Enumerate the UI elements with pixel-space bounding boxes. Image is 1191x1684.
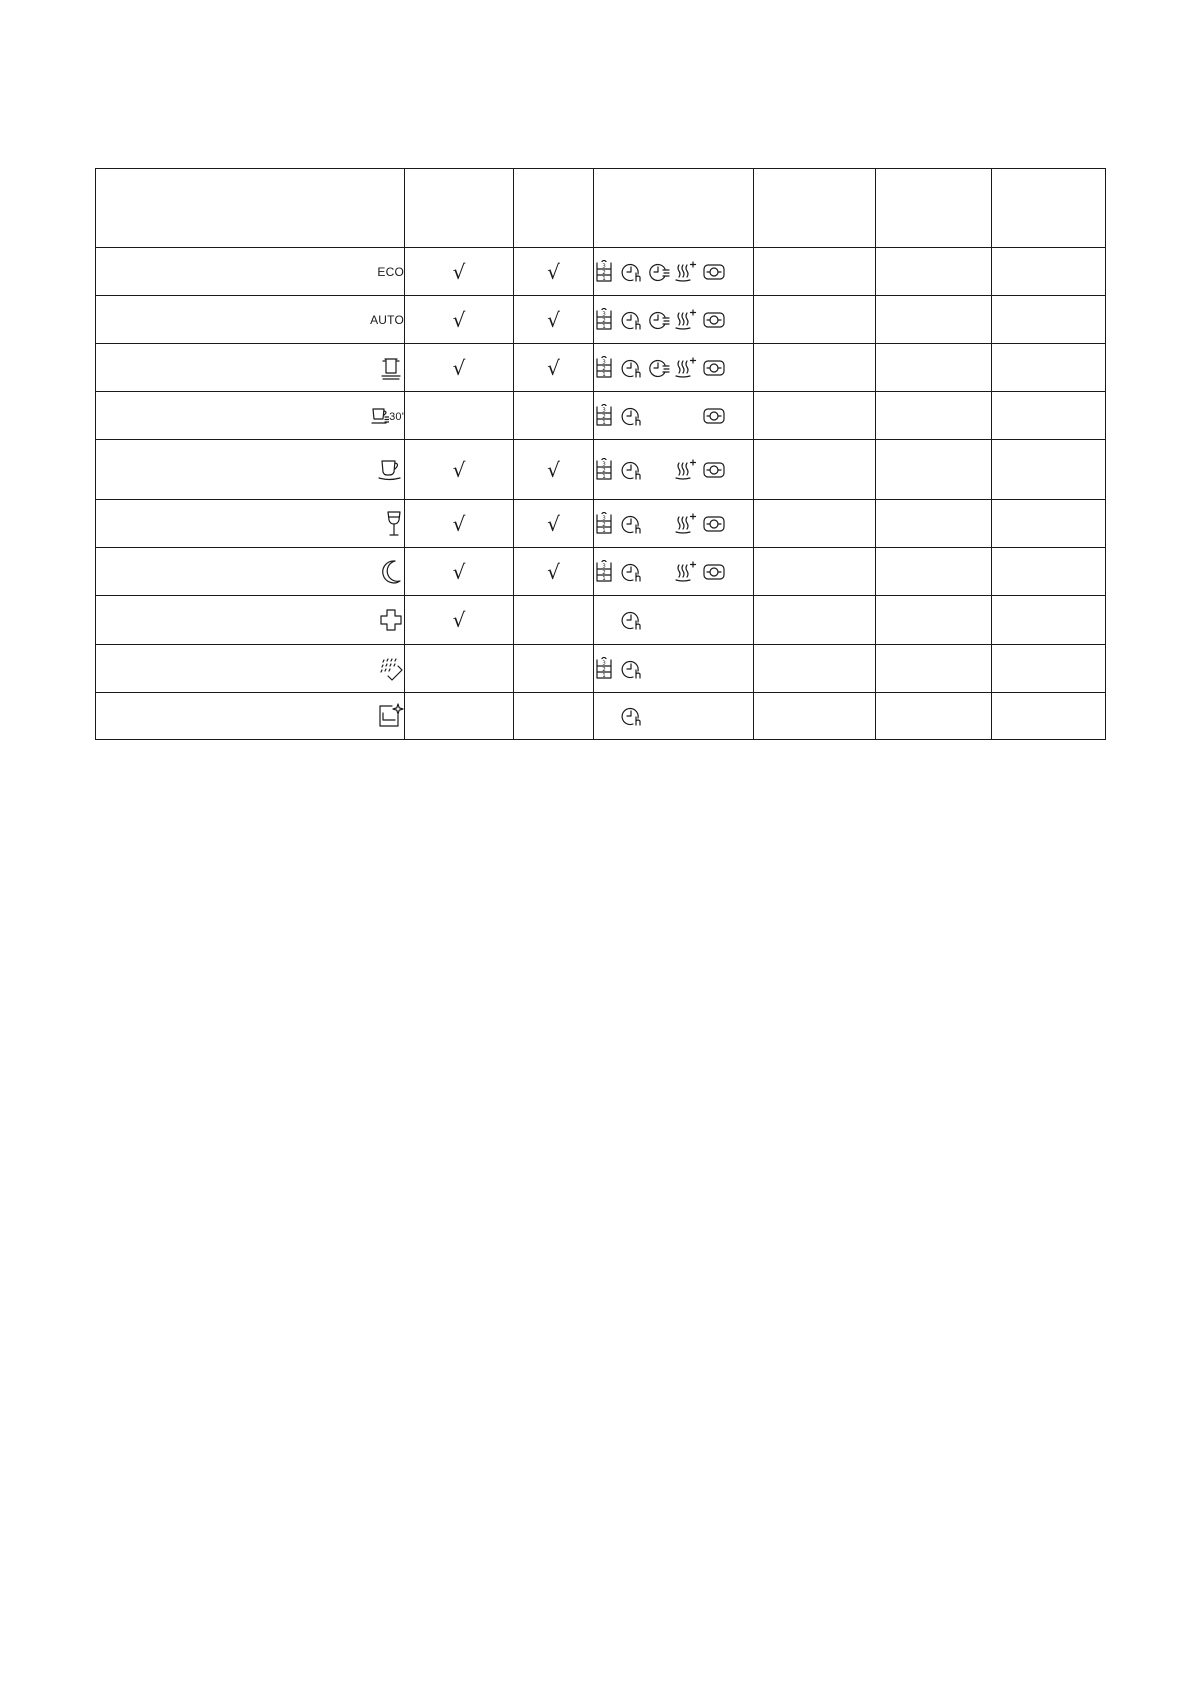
- quick-30-icon: [371, 407, 389, 424]
- options-cell: [594, 344, 754, 392]
- check-cell-2: √: [514, 296, 594, 344]
- svg-text:3: 3: [602, 263, 606, 270]
- delay-start-icon: [621, 608, 648, 632]
- svg-text:2: 2: [602, 521, 606, 528]
- empty-cell-6: [992, 440, 1106, 500]
- program-cell: [96, 392, 405, 440]
- rinse-spray-icon: [378, 660, 404, 677]
- svg-text:2: 2: [602, 413, 606, 420]
- empty-cell-5: [876, 596, 992, 645]
- program-cell: [96, 296, 405, 344]
- svg-text:1: 1: [602, 527, 606, 534]
- table-row: [96, 392, 1106, 440]
- check-cell-1: [405, 693, 514, 740]
- svg-text:2: 2: [602, 317, 606, 324]
- empty-slot: [648, 657, 675, 681]
- header-cell-program: [96, 169, 405, 248]
- svg-text:1: 1: [602, 275, 606, 282]
- svg-text:1: 1: [602, 323, 606, 330]
- options-cell: [594, 440, 754, 500]
- options-cell: [594, 392, 754, 440]
- multilevel-icon: [594, 308, 621, 332]
- check-cell-1: √: [405, 296, 514, 344]
- empty-cell-4: [754, 392, 876, 440]
- delay-start-icon: [621, 458, 648, 482]
- table-row: [96, 693, 1106, 740]
- delay-start-icon: [621, 308, 648, 332]
- multilevel-icon: [594, 512, 621, 536]
- check-cell-2: [514, 596, 594, 645]
- check-cell-1: [405, 645, 514, 693]
- program-options-table: [95, 168, 1106, 740]
- multilevel-icon: [594, 458, 621, 482]
- empty-cell-5: [876, 693, 992, 740]
- extra-dry-icon: [675, 356, 702, 380]
- empty-cell-5: [876, 645, 992, 693]
- delay-start-icon: [621, 512, 648, 536]
- moon-icon: [382, 563, 404, 580]
- check-cell-2: [514, 645, 594, 693]
- empty-cell-5: [876, 248, 992, 296]
- check-cell-1: √: [405, 500, 514, 548]
- table-row: [96, 248, 1106, 296]
- empty-slot: [675, 704, 702, 728]
- empty-slot: [648, 458, 675, 482]
- table-row: [96, 645, 1106, 693]
- check-cell-1: [405, 392, 514, 440]
- timesaver-icon: [648, 356, 675, 380]
- check-cell-2: √: [514, 344, 594, 392]
- empty-slot: [702, 657, 729, 681]
- options-cell: [594, 645, 754, 693]
- multilevel-icon: [594, 560, 621, 584]
- header-cell-2: [514, 169, 594, 248]
- table-header-row: [96, 169, 1106, 248]
- header-cell-options: [594, 169, 754, 248]
- empty-cell-6: [992, 344, 1106, 392]
- empty-cell-6: [992, 596, 1106, 645]
- svg-text:1: 1: [602, 419, 606, 426]
- empty-cell-5: [876, 500, 992, 548]
- empty-cell-6: [992, 248, 1106, 296]
- empty-slot: [648, 608, 675, 632]
- check-cell-1: √: [405, 248, 514, 296]
- program-cell: [96, 693, 405, 740]
- extra-dry-icon: [675, 308, 702, 332]
- svg-text:1: 1: [602, 672, 606, 679]
- check-cell-2: √: [514, 248, 594, 296]
- hygiene-cross-icon: [378, 611, 404, 628]
- program-label: AUTO: [370, 312, 404, 327]
- multilevel-icon: [594, 404, 621, 428]
- svg-text:2: 2: [602, 467, 606, 474]
- table-row: [96, 344, 1106, 392]
- empty-cell-5: [876, 344, 992, 392]
- empty-slot: [648, 404, 675, 428]
- empty-cell-4: [754, 344, 876, 392]
- extra-hygiene-icon: [702, 308, 729, 332]
- program-cell: [96, 344, 405, 392]
- program-cell: [96, 440, 405, 500]
- empty-cell-4: [754, 645, 876, 693]
- extra-dry-icon: [675, 560, 702, 584]
- program-cell: [96, 645, 405, 693]
- svg-text:3: 3: [602, 311, 606, 318]
- program-label: ECO: [377, 264, 404, 279]
- check-cell-2: [514, 392, 594, 440]
- extra-hygiene-icon: [702, 560, 729, 584]
- svg-text:1: 1: [602, 371, 606, 378]
- extra-dry-icon: [675, 512, 702, 536]
- svg-text:3: 3: [602, 515, 606, 522]
- extra-hygiene-icon: [702, 512, 729, 536]
- header-cell-5: [876, 169, 992, 248]
- empty-slot: [648, 560, 675, 584]
- multilevel-icon: [594, 260, 621, 284]
- multilevel-icon: [594, 657, 621, 681]
- empty-cell-6: [992, 645, 1106, 693]
- check-cell-1: √: [405, 440, 514, 500]
- empty-slot: [675, 404, 702, 428]
- program-cell: [96, 596, 405, 645]
- check-cell-2: √: [514, 500, 594, 548]
- options-cell: [594, 296, 754, 344]
- empty-cell-5: [876, 440, 992, 500]
- check-cell-1: √: [405, 344, 514, 392]
- delay-start-icon: [621, 260, 648, 284]
- options-cell: [594, 548, 754, 596]
- svg-text:1: 1: [602, 575, 606, 582]
- empty-slot: [675, 608, 702, 632]
- table-row: [96, 500, 1106, 548]
- cup-icon: [376, 461, 404, 478]
- intensive-pot-icon: [378, 359, 404, 376]
- extra-hygiene-icon: [702, 458, 729, 482]
- options-cell: [594, 248, 754, 296]
- options-cell: [594, 596, 754, 645]
- delay-start-icon: [621, 560, 648, 584]
- svg-text:2: 2: [602, 666, 606, 673]
- empty-cell-4: [754, 548, 876, 596]
- empty-cell-4: [754, 596, 876, 645]
- table-row: [96, 596, 1106, 645]
- svg-text:3: 3: [602, 407, 606, 414]
- timesaver-icon: [648, 260, 675, 284]
- empty-cell-6: [992, 693, 1106, 740]
- empty-cell-4: [754, 500, 876, 548]
- empty-slot: [702, 608, 729, 632]
- empty-cell-6: [992, 500, 1106, 548]
- empty-cell-6: [992, 392, 1106, 440]
- program-cell: [96, 500, 405, 548]
- header-cell-4: [754, 169, 876, 248]
- svg-text:3: 3: [602, 359, 606, 366]
- empty-slot: [648, 512, 675, 536]
- extra-dry-icon: [675, 260, 702, 284]
- glass-icon: [384, 515, 404, 532]
- delay-start-icon: [621, 356, 648, 380]
- table-row: [96, 440, 1106, 500]
- extra-hygiene-icon: [702, 356, 729, 380]
- svg-text:2: 2: [602, 269, 606, 276]
- delay-start-icon: [621, 404, 648, 428]
- extra-dry-icon: [675, 458, 702, 482]
- svg-text:1: 1: [602, 473, 606, 480]
- check-cell-2: √: [514, 440, 594, 500]
- program-cell: [96, 548, 405, 596]
- timesaver-icon: [648, 308, 675, 332]
- machine-care-icon: [376, 707, 404, 724]
- program-cell: [96, 248, 405, 296]
- svg-text:2: 2: [602, 569, 606, 576]
- header-cell-1: [405, 169, 514, 248]
- table-row: [96, 548, 1106, 596]
- multilevel-icon: [594, 356, 621, 380]
- empty-cell-4: [754, 693, 876, 740]
- options-cell: [594, 500, 754, 548]
- options-cell: [594, 693, 754, 740]
- svg-text:3: 3: [602, 563, 606, 570]
- svg-text:2: 2: [602, 365, 606, 372]
- empty-slot: [702, 704, 729, 728]
- check-cell-2: √: [514, 548, 594, 596]
- extra-hygiene-icon: [702, 404, 729, 428]
- empty-cell-6: [992, 548, 1106, 596]
- extra-hygiene-icon: [702, 260, 729, 284]
- table-row: [96, 296, 1106, 344]
- delay-start-icon: [621, 657, 648, 681]
- header-cell-6: [992, 169, 1106, 248]
- check-cell-1: √: [405, 596, 514, 645]
- svg-text:3: 3: [602, 660, 606, 667]
- svg-text:3: 3: [602, 461, 606, 468]
- empty-cell-4: [754, 440, 876, 500]
- check-cell-2: [514, 693, 594, 740]
- empty-cell-5: [876, 392, 992, 440]
- empty-cell-5: [876, 296, 992, 344]
- program-duration-label: 30': [389, 410, 404, 423]
- empty-slot: [648, 704, 675, 728]
- delay-start-icon: [621, 704, 648, 728]
- empty-cell-4: [754, 296, 876, 344]
- empty-cell-5: [876, 548, 992, 596]
- empty-cell-6: [992, 296, 1106, 344]
- empty-slot: [594, 608, 621, 632]
- empty-cell-4: [754, 248, 876, 296]
- empty-slot: [675, 657, 702, 681]
- empty-slot: [594, 704, 621, 728]
- check-cell-1: √: [405, 548, 514, 596]
